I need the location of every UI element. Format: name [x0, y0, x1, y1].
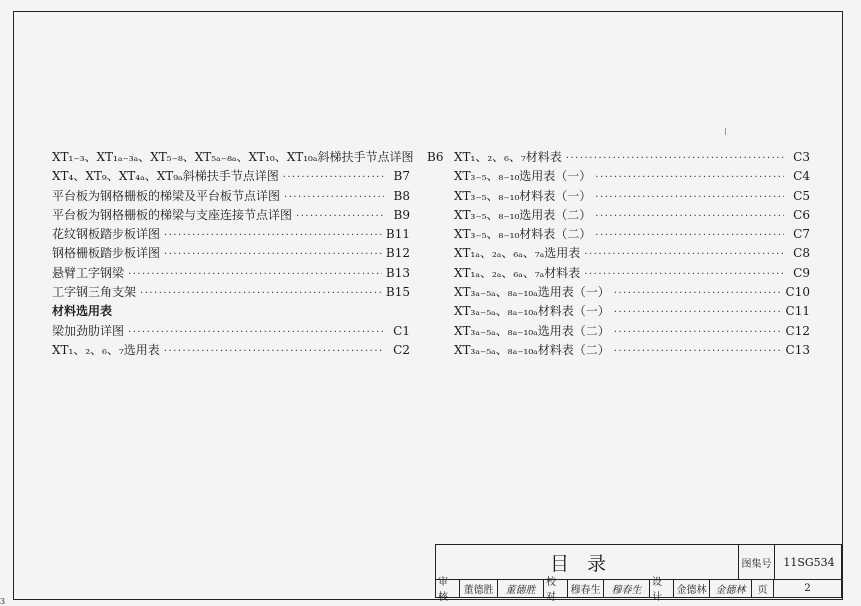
toc-entry-page: C7	[793, 227, 810, 242]
toc-section-heading	[52, 302, 410, 321]
dot-leader	[595, 192, 784, 203]
toc-entry	[52, 148, 444, 167]
toc-entry	[454, 302, 810, 321]
dot-leader	[296, 211, 384, 222]
toc-entry-page: C6	[793, 207, 810, 222]
checker-name: 穆春生	[568, 579, 604, 597]
dot-leader	[164, 249, 382, 260]
toc-entry-title: XT₃ₐ₋₅ₐ、₈ₐ₋₁₀ₐ选用表（一）	[454, 285, 610, 300]
toc-entry	[454, 322, 810, 341]
toc-entry	[52, 283, 410, 302]
toc-entry-title: 平台板为钢格栅板的梯梁及平台板节点详图	[52, 188, 281, 203]
toc-entry-title: XT₁₋₃、XT₁ₐ₋₃ₐ、XT₅₋₈、XT₅ₐ₋₈ₐ、XT₁₀、XT₁₀ₐ斜梯扶手节点详图	[52, 150, 414, 164]
dot-leader	[140, 288, 382, 299]
title-block-top	[436, 545, 841, 580]
dot-leader	[584, 269, 784, 280]
dot-leader	[164, 346, 384, 357]
dot-leader	[595, 211, 784, 222]
toc-entry	[52, 341, 410, 360]
atlas-number: 11SG534	[783, 555, 835, 569]
dot-leader	[164, 230, 382, 241]
dot-leader	[614, 288, 782, 299]
toc-entry	[454, 264, 810, 283]
drawing-title: 目录	[436, 545, 739, 579]
dot-leader	[128, 269, 382, 280]
toc-entry-page: C8	[793, 246, 810, 261]
toc-entry-title: XT₁、₂、₆、₇选用表	[52, 342, 160, 357]
toc-entry-page: B15	[385, 285, 410, 300]
toc-entry	[454, 283, 810, 302]
designer-name: 金德林	[674, 579, 710, 597]
review-label: 审核	[436, 579, 460, 597]
toc-entry-page: C1	[393, 323, 410, 338]
toc-entry-title: XT₃ₐ₋₅ₐ、₈ₐ₋₁₀ₐ选用表（二）	[454, 323, 610, 338]
designer-signature: 金德林	[710, 579, 752, 597]
atlas-number-label: 图集号	[739, 545, 775, 579]
toc-entry-page: C2	[393, 342, 410, 357]
toc-entry-title: XT₄、XT₉、XT₄ₐ、XT₉ₐ斜梯扶手节点详图	[52, 169, 279, 184]
toc-entry	[454, 167, 810, 186]
toc-entry-page: B9	[393, 207, 410, 222]
toc-entry	[52, 225, 410, 244]
toc-entry	[52, 322, 410, 341]
toc-entry	[454, 187, 810, 206]
toc-left-column	[52, 148, 444, 360]
dot-leader	[595, 230, 784, 241]
dot-leader	[614, 327, 782, 338]
dot-leader	[595, 172, 784, 183]
reviewer-signature: 董德胜	[498, 579, 544, 597]
page-number: 2	[804, 582, 811, 594]
dot-leader	[284, 192, 384, 203]
toc-entry-title: 材料选用表	[52, 304, 113, 319]
toc-entry	[52, 244, 410, 263]
toc-entry-title: XT₃ₐ₋₅ₐ、₈ₐ₋₁₀ₐ材料表（二）	[454, 342, 610, 357]
toc-entry-page: B6	[427, 150, 444, 164]
toc-right-column	[454, 148, 810, 360]
title-block	[435, 544, 842, 603]
toc-entry-title: XT₃ₐ₋₅ₐ、₈ₐ₋₁₀ₐ材料表（一）	[454, 304, 610, 319]
toc-entry-title: XT₁ₐ、₂ₐ、₆ₐ、₇ₐ选用表	[454, 246, 581, 261]
toc-entry	[454, 341, 810, 360]
checker-signature: 穆春生	[604, 579, 650, 597]
toc-entry	[52, 206, 410, 225]
toc-entry	[454, 148, 810, 167]
toc-entry-page: C13	[785, 342, 810, 357]
toc-entry-page: B12	[385, 246, 410, 261]
toc-entry-page: C12	[785, 323, 810, 338]
toc-entry-title: XT₃₋₅、₈₋₁₀材料表（二）	[454, 227, 592, 242]
toc-entry-title: 平台板为钢格栅板的梯梁与支座连接节点详图	[52, 207, 293, 222]
toc-entry-page: B13	[385, 265, 410, 280]
toc-entry-title: 梁加劲肋详图	[52, 323, 125, 338]
toc-entry-title: XT₃₋₅、₈₋₁₀选用表（二）	[454, 207, 592, 222]
toc-entry-page: B8	[393, 188, 410, 203]
toc-entry	[454, 225, 810, 244]
dot-leader	[614, 346, 782, 357]
corner-text: 3	[0, 597, 6, 606]
toc-entry-title: XT₁ₐ、₂ₐ、₆ₐ、₇ₐ材料表	[454, 265, 581, 280]
reviewer-name: 董德胜	[460, 579, 498, 597]
check-label: 校对	[544, 579, 568, 597]
toc-entry-page: C9	[793, 265, 810, 280]
toc-entry	[52, 187, 410, 206]
design-label: 设计	[650, 579, 674, 597]
toc-entry-page: C11	[785, 304, 810, 319]
toc-entry-title: XT₁、₂、₆、₇材料表	[454, 150, 562, 164]
dot-leader	[128, 327, 384, 338]
toc-entry-page: B7	[393, 169, 410, 184]
toc-entry	[52, 167, 410, 186]
toc-entry-title: 钢格栅板踏步板详图	[52, 246, 161, 261]
toc-entry-title: XT₃₋₅、₈₋₁₀材料表（一）	[454, 188, 592, 203]
toc-entry-page: C10	[785, 285, 810, 300]
toc-entry-page: C3	[793, 150, 810, 164]
dot-leader	[283, 172, 384, 183]
toc-entry	[52, 264, 410, 283]
dot-leader	[566, 153, 784, 164]
toc-entry-page: B11	[385, 227, 410, 242]
toc-entry-page: C5	[793, 188, 810, 203]
dot-leader	[614, 307, 782, 318]
toc-entry-title: 花纹钢板踏步板详图	[52, 227, 161, 242]
toc-entry-title: 悬臂工字钢梁	[52, 265, 125, 280]
toc-entry	[454, 206, 810, 225]
page-label: 页	[752, 579, 774, 597]
dot-leader	[584, 249, 784, 260]
toc-entry-page: C4	[793, 169, 810, 184]
registration-mark	[725, 128, 726, 135]
title-block-signatures	[436, 577, 841, 603]
toc-entry-title: 工字钢三角支架	[52, 285, 137, 300]
toc-entry-title: XT₃₋₅、₈₋₁₀选用表（一）	[454, 169, 592, 184]
toc-entry	[454, 244, 810, 263]
